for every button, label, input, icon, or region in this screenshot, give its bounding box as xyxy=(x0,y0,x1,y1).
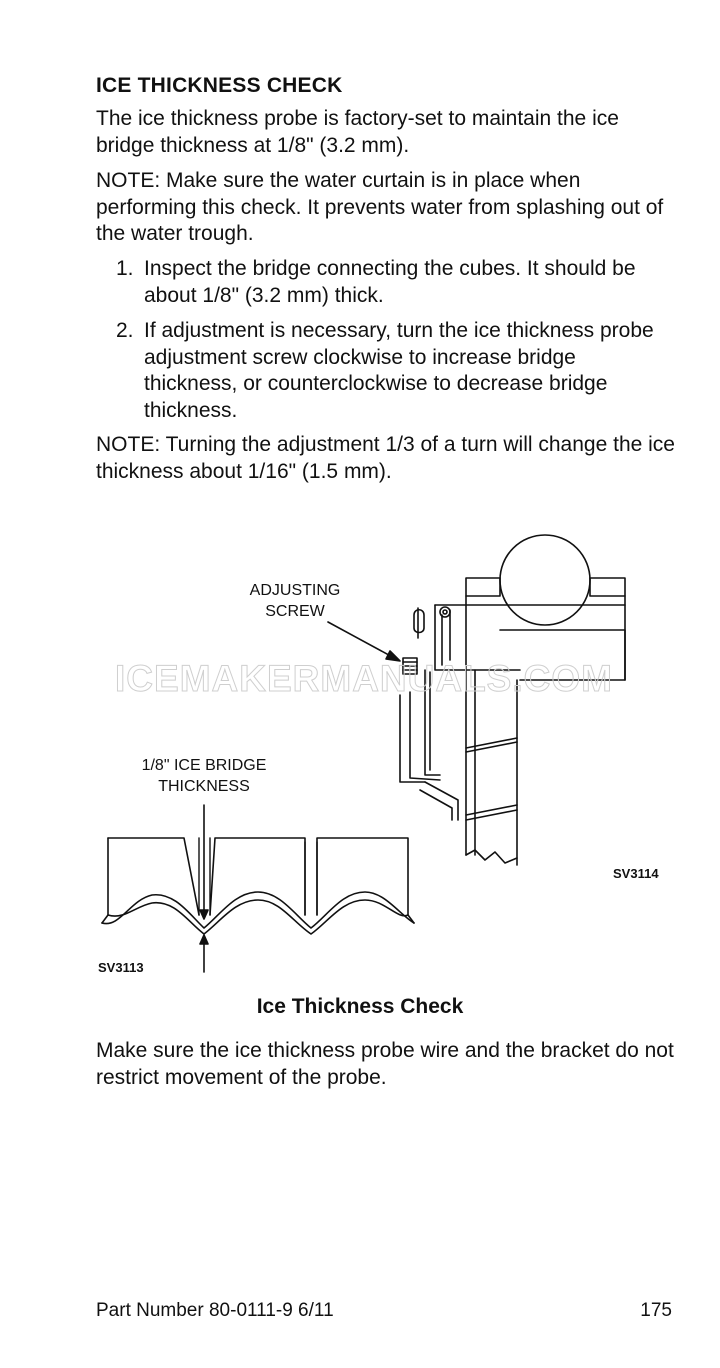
footer-part-number: Part Number 80-0111-9 6/11 xyxy=(96,1300,334,1321)
cube-profile-drawing xyxy=(102,805,414,972)
ice-thickness-figure xyxy=(80,520,680,990)
ice-bridge-label: 1/8" ICE BRIDGE THICKNESS xyxy=(141,757,267,795)
step-number: 2. xyxy=(116,319,134,342)
section-heading: ICE THICKNESS CHECK xyxy=(96,74,343,97)
probe-assembly-drawing xyxy=(400,535,625,865)
closing-paragraph: Make sure the ice thickness probe wire and the bracket do not restrict movement of the probe. xyxy=(96,1039,674,1089)
watermark: ICEMAKERMANUALS.COM xyxy=(115,658,613,699)
step-item-1 xyxy=(96,256,676,310)
adjusting-screw-leader xyxy=(328,622,400,661)
adjusting-screw-label: ADJUSTING SCREW xyxy=(249,582,341,620)
step-text: If adjustment is necessary, turn the ice thickness probe adjustment screw clockwise to increase bridge thickness, or counterclockwise to decrease bridge thickness. xyxy=(144,319,654,422)
step-item-2 xyxy=(96,318,676,426)
figure-code-left: SV3113 xyxy=(98,960,144,975)
step-number: 1. xyxy=(116,257,134,280)
figure-code-right: SV3114 xyxy=(613,866,659,881)
intro-paragraph: The ice thickness probe is factory-set to maintain the ice bridge thickness at 1/8" (3.2 mm). xyxy=(96,107,619,157)
note-paragraph-1: NOTE: Make sure the water curtain is in place when performing this check. It prevents water from splashing out of the water trough. xyxy=(96,169,664,245)
footer-page-number: 175 xyxy=(640,1300,672,1321)
figure-caption: Ice Thickness Check xyxy=(256,995,464,1018)
step-text: Inspect the bridge connecting the cubes. It should be about 1/8" (3.2 mm) thick. xyxy=(144,257,636,307)
note-paragraph-2: NOTE: Turning the adjustment 1/3 of a turn will change the ice thickness about 1/16" (1.5 mm). xyxy=(96,433,675,483)
